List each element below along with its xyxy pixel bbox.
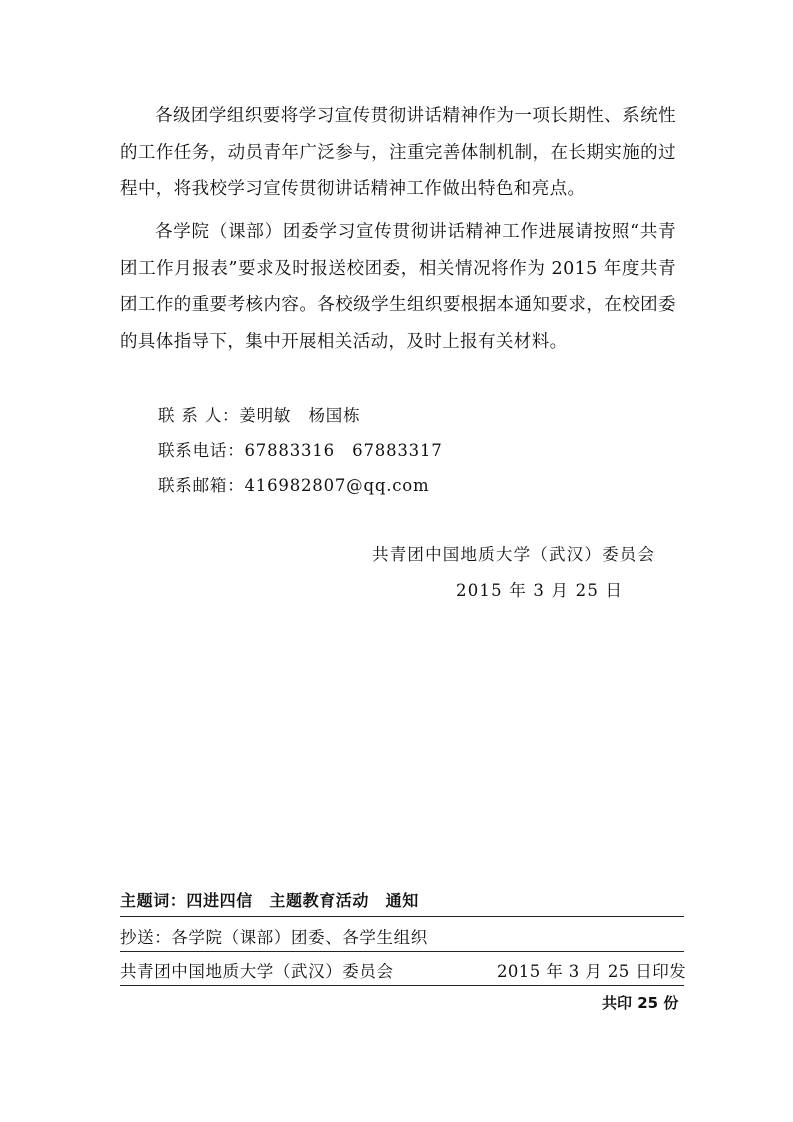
- footer-divider: [120, 951, 684, 952]
- print-copies: 共印 25 份: [602, 994, 679, 1012]
- footer-divider: [120, 916, 684, 917]
- keywords-line: 主题词：四进四信 主题教育活动 通知: [120, 891, 419, 910]
- contact-email: 联系邮箱：416982807@qq.com: [158, 476, 430, 495]
- signature-organization: 共青团中国地质大学（武汉）委员会: [372, 545, 656, 564]
- issue-date: 2015 年 3 月 25 日印发: [497, 962, 687, 981]
- footer-divider: [120, 985, 684, 986]
- body-paragraph-2: 各学院（课部）团委学习宣传贯彻讲话精神工作进展请按照“共青团工作月报表”要求及时报送校团委，相关情况将作为 2015 年度共青团工作的重要考核内容。各校级学生组织要根据本通知要求，在校团委的具体指导下，集中开展相关活动，及时上报有关材料。: [120, 222, 676, 352]
- contact-phone: 联系电话：67883316 67883317: [158, 441, 443, 460]
- signature-date: 2015 年 3 月 25 日: [456, 581, 624, 600]
- contact-person: 联 系 人：姜明敏 杨国栋: [158, 406, 361, 425]
- issuer-name: 共青团中国地质大学（武汉）委员会: [120, 962, 394, 981]
- body-paragraph-1: 各级团学组织要将学习宣传贯彻讲话精神作为一项长期性、系统性的工作任务，动员青年广泛参与，注重完善体制机制，在长期实施的过程中，将我校学习宣传贯彻讲话精神工作做出特色和亮点。: [120, 106, 676, 199]
- cc-line: 抄送：各学院（课部）团委、各学生组织: [120, 928, 428, 947]
